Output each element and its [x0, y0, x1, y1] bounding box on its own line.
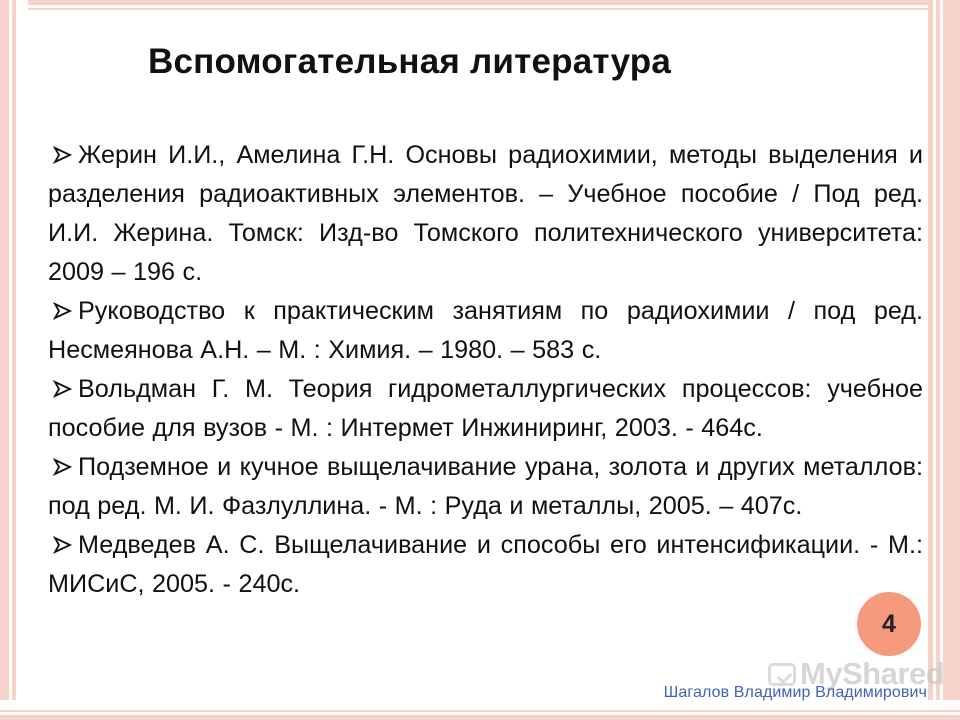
- author-name: Шагалов Владимир Владимирович: [663, 684, 927, 701]
- reference-item: [48, 136, 923, 292]
- right-decorative-frame: [928, 0, 960, 720]
- reference-text: Жерин И.И., Амелина Г.Н. Основы радиохимии, методы выделения и разделения радиоактивных элементов. – Учебное пособие / Под ред. И.И. Жерина. Томск: Изд-во Томского политехнического университета: 2009 – 196 с.: [48, 141, 923, 286]
- page-number-badge: [857, 592, 921, 656]
- reference-item: [48, 448, 923, 526]
- reference-item: [48, 526, 923, 604]
- arrow-bullet-icon: [54, 526, 76, 565]
- arrow-bullet-icon: [54, 370, 76, 409]
- arrow-bullet-icon: [54, 292, 76, 331]
- slide-title: Вспомогательная литература: [148, 42, 672, 81]
- watermark-logo-icon: [768, 663, 796, 686]
- reference-text: Руководство к практическим занятиям по радиохимии / под ред. Несмеянова А.Н. – М. : Химия. – 1980. – 583 с.: [48, 297, 923, 364]
- arrow-bullet-icon: [54, 136, 76, 175]
- reference-text: Подземное и кучное выщелачивание урана, золота и других металлов: под ред. М. И. Фазлуллина. - М. : Руда и металлы, 2005. – 407с.: [48, 453, 923, 520]
- reference-item: [48, 370, 923, 448]
- watermark: [768, 656, 945, 691]
- left-decorative-frame: [0, 0, 28, 720]
- reference-list: [48, 136, 923, 604]
- arrow-bullet-icon: [54, 448, 76, 487]
- reference-text: Медведев А. С. Выщелачивание и способы его интенсификации. - М.: МИСиС, 2005. - 240с.: [48, 531, 923, 598]
- page-number: 4: [882, 609, 896, 638]
- watermark-text: MyShared: [800, 656, 945, 691]
- bottom-decorative-frame: [0, 700, 960, 720]
- reference-item: [48, 292, 923, 370]
- top-decorative-frame: [0, 0, 960, 24]
- reference-text: Вольдман Г. М. Теория гидрометаллургических процессов: учебное пособие для вузов - М. : Интермет Инжиниринг, 2003. - 464с.: [48, 375, 923, 442]
